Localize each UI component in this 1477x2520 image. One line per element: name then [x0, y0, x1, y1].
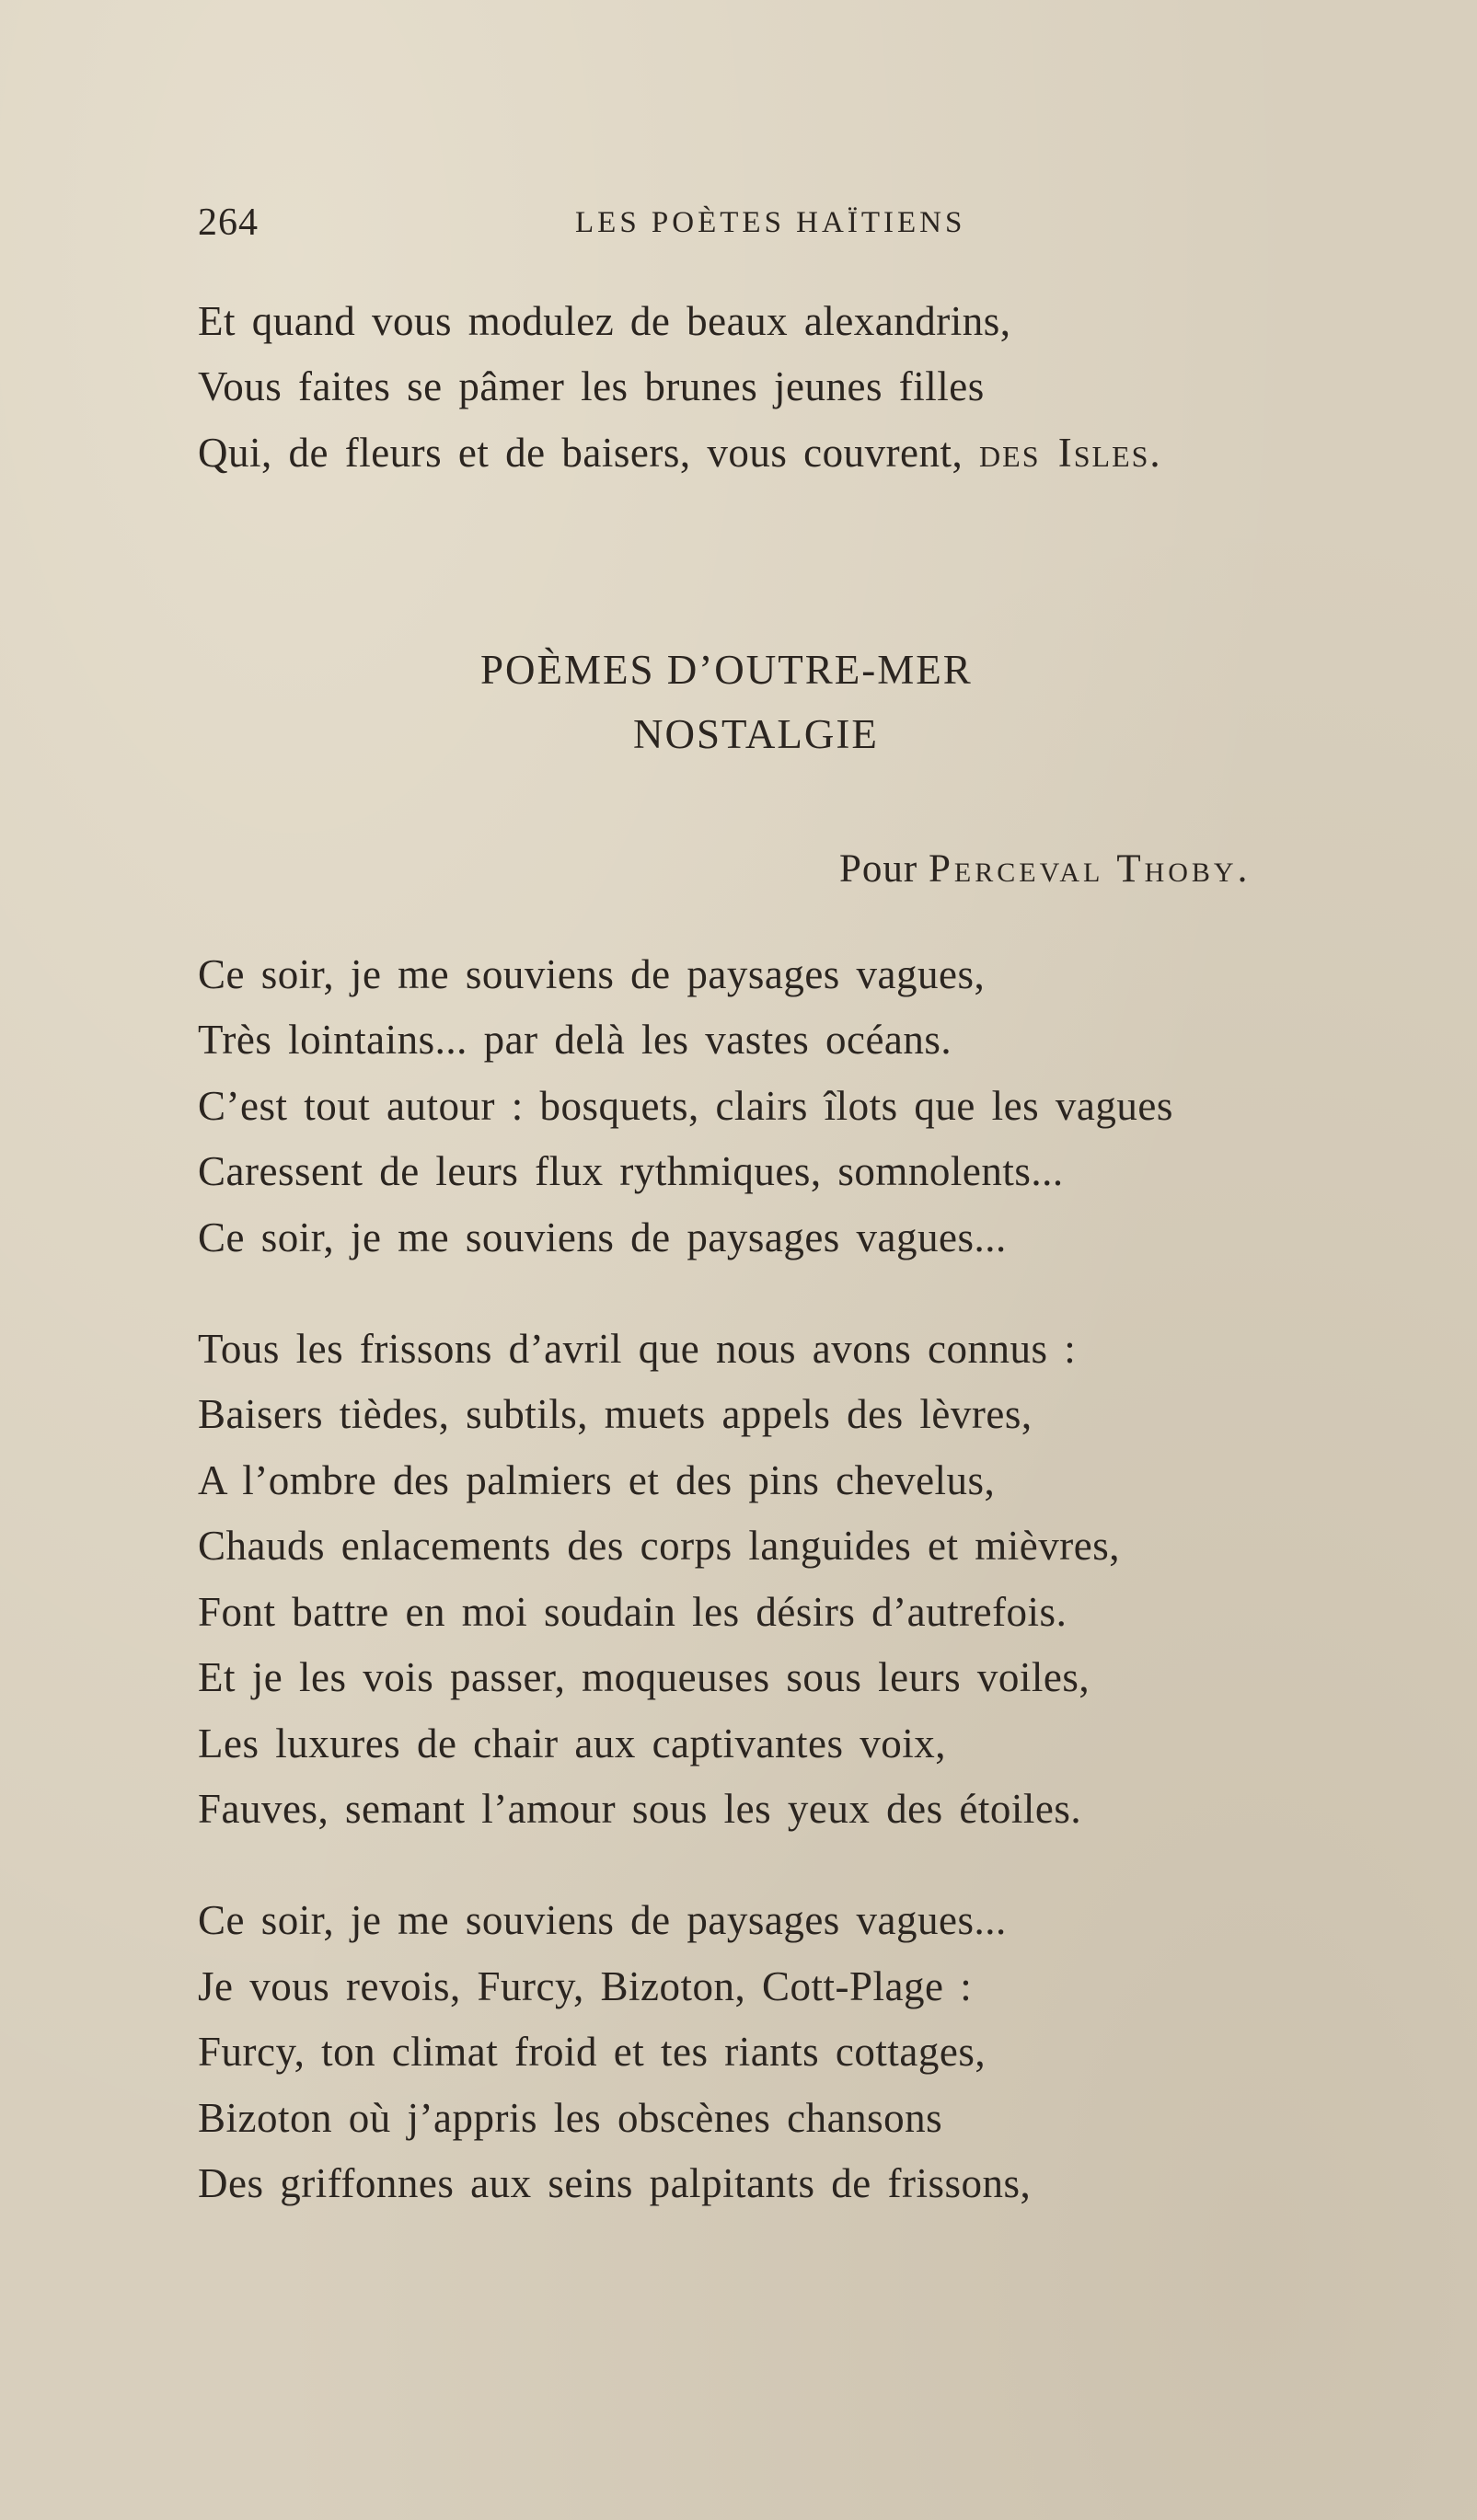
running-head [198, 201, 1367, 256]
stanza-3-line: Ce soir, je me souviens de paysages vagues... [198, 1897, 1007, 1943]
page-number: 264 [198, 201, 259, 244]
poem-title: NOSTALGIE [633, 711, 879, 757]
prev-poem-line: Vous faites se pâmer les brunes jeunes filles [198, 363, 985, 409]
stanza-1-line: C’est tout autour : bosquets, clairs îlots que les vagues [198, 1083, 1173, 1129]
section-title: POÈMES D’OUTRE-MER [480, 647, 973, 693]
dedication-name: Perceval Thoby. [928, 847, 1252, 891]
prev-poem-line [198, 429, 1162, 477]
dedication [839, 846, 1251, 892]
stanza-2-line: Et je les vois passer, moqueuses sous leurs voiles, [198, 1654, 1090, 1700]
stanza-2-line: Baisers tièdes, subtils, muets appels des lèvres, [198, 1391, 1033, 1437]
prev-poem-line-text: Qui, de fleurs et de baisers, vous couvrent, [198, 430, 964, 476]
stanza-3-line: Furcy, ton climat froid et tes riants cottages, [198, 2029, 987, 2075]
running-title: LES POÈTES HAÏTIENS [575, 206, 966, 239]
stanza-2-line: A l’ombre des palmiers et des pins chevelus, [198, 1457, 996, 1503]
stanza-2-line: Fauves, semant l’amour sous les yeux des étoiles. [198, 1786, 1082, 1832]
stanza-1-line: Ce soir, je me souviens de paysages vagues... [198, 1214, 1007, 1260]
stanza-1-line: Caressent de leurs flux rythmiques, somnolents... [198, 1148, 1064, 1194]
prev-poem-line: Et quand vous modulez de beaux alexandrins, [198, 298, 1011, 344]
dedication-prefix: Pour [839, 847, 918, 891]
stanza-1-line: Très lointains... par delà les vastes océans. [198, 1017, 952, 1063]
stanza-2-line: Chauds enlacements des corps languides et mièvres, [198, 1523, 1120, 1569]
stanza-2-line: Les luxures de chair aux captivantes voix, [198, 1720, 946, 1766]
stanza-3-line: Bizoton où j’appris les obscènes chansons [198, 2095, 943, 2141]
stanza-3-line: Je vous revois, Furcy, Bizoton, Cott-Plage : [198, 1963, 973, 2009]
stanza-1-line: Ce soir, je me souviens de paysages vagues, [198, 951, 986, 997]
stanza-2-line: Font battre en moi soudain les désirs d’autrefois. [198, 1589, 1067, 1635]
stanza-2-line: Tous les frissons d’avril que nous avons connus : [198, 1326, 1077, 1372]
stanza-3-line: Des griffonnes aux seins palpitants de frissons, [198, 2160, 1032, 2206]
prev-poem-signature: des Isles. [979, 430, 1162, 476]
